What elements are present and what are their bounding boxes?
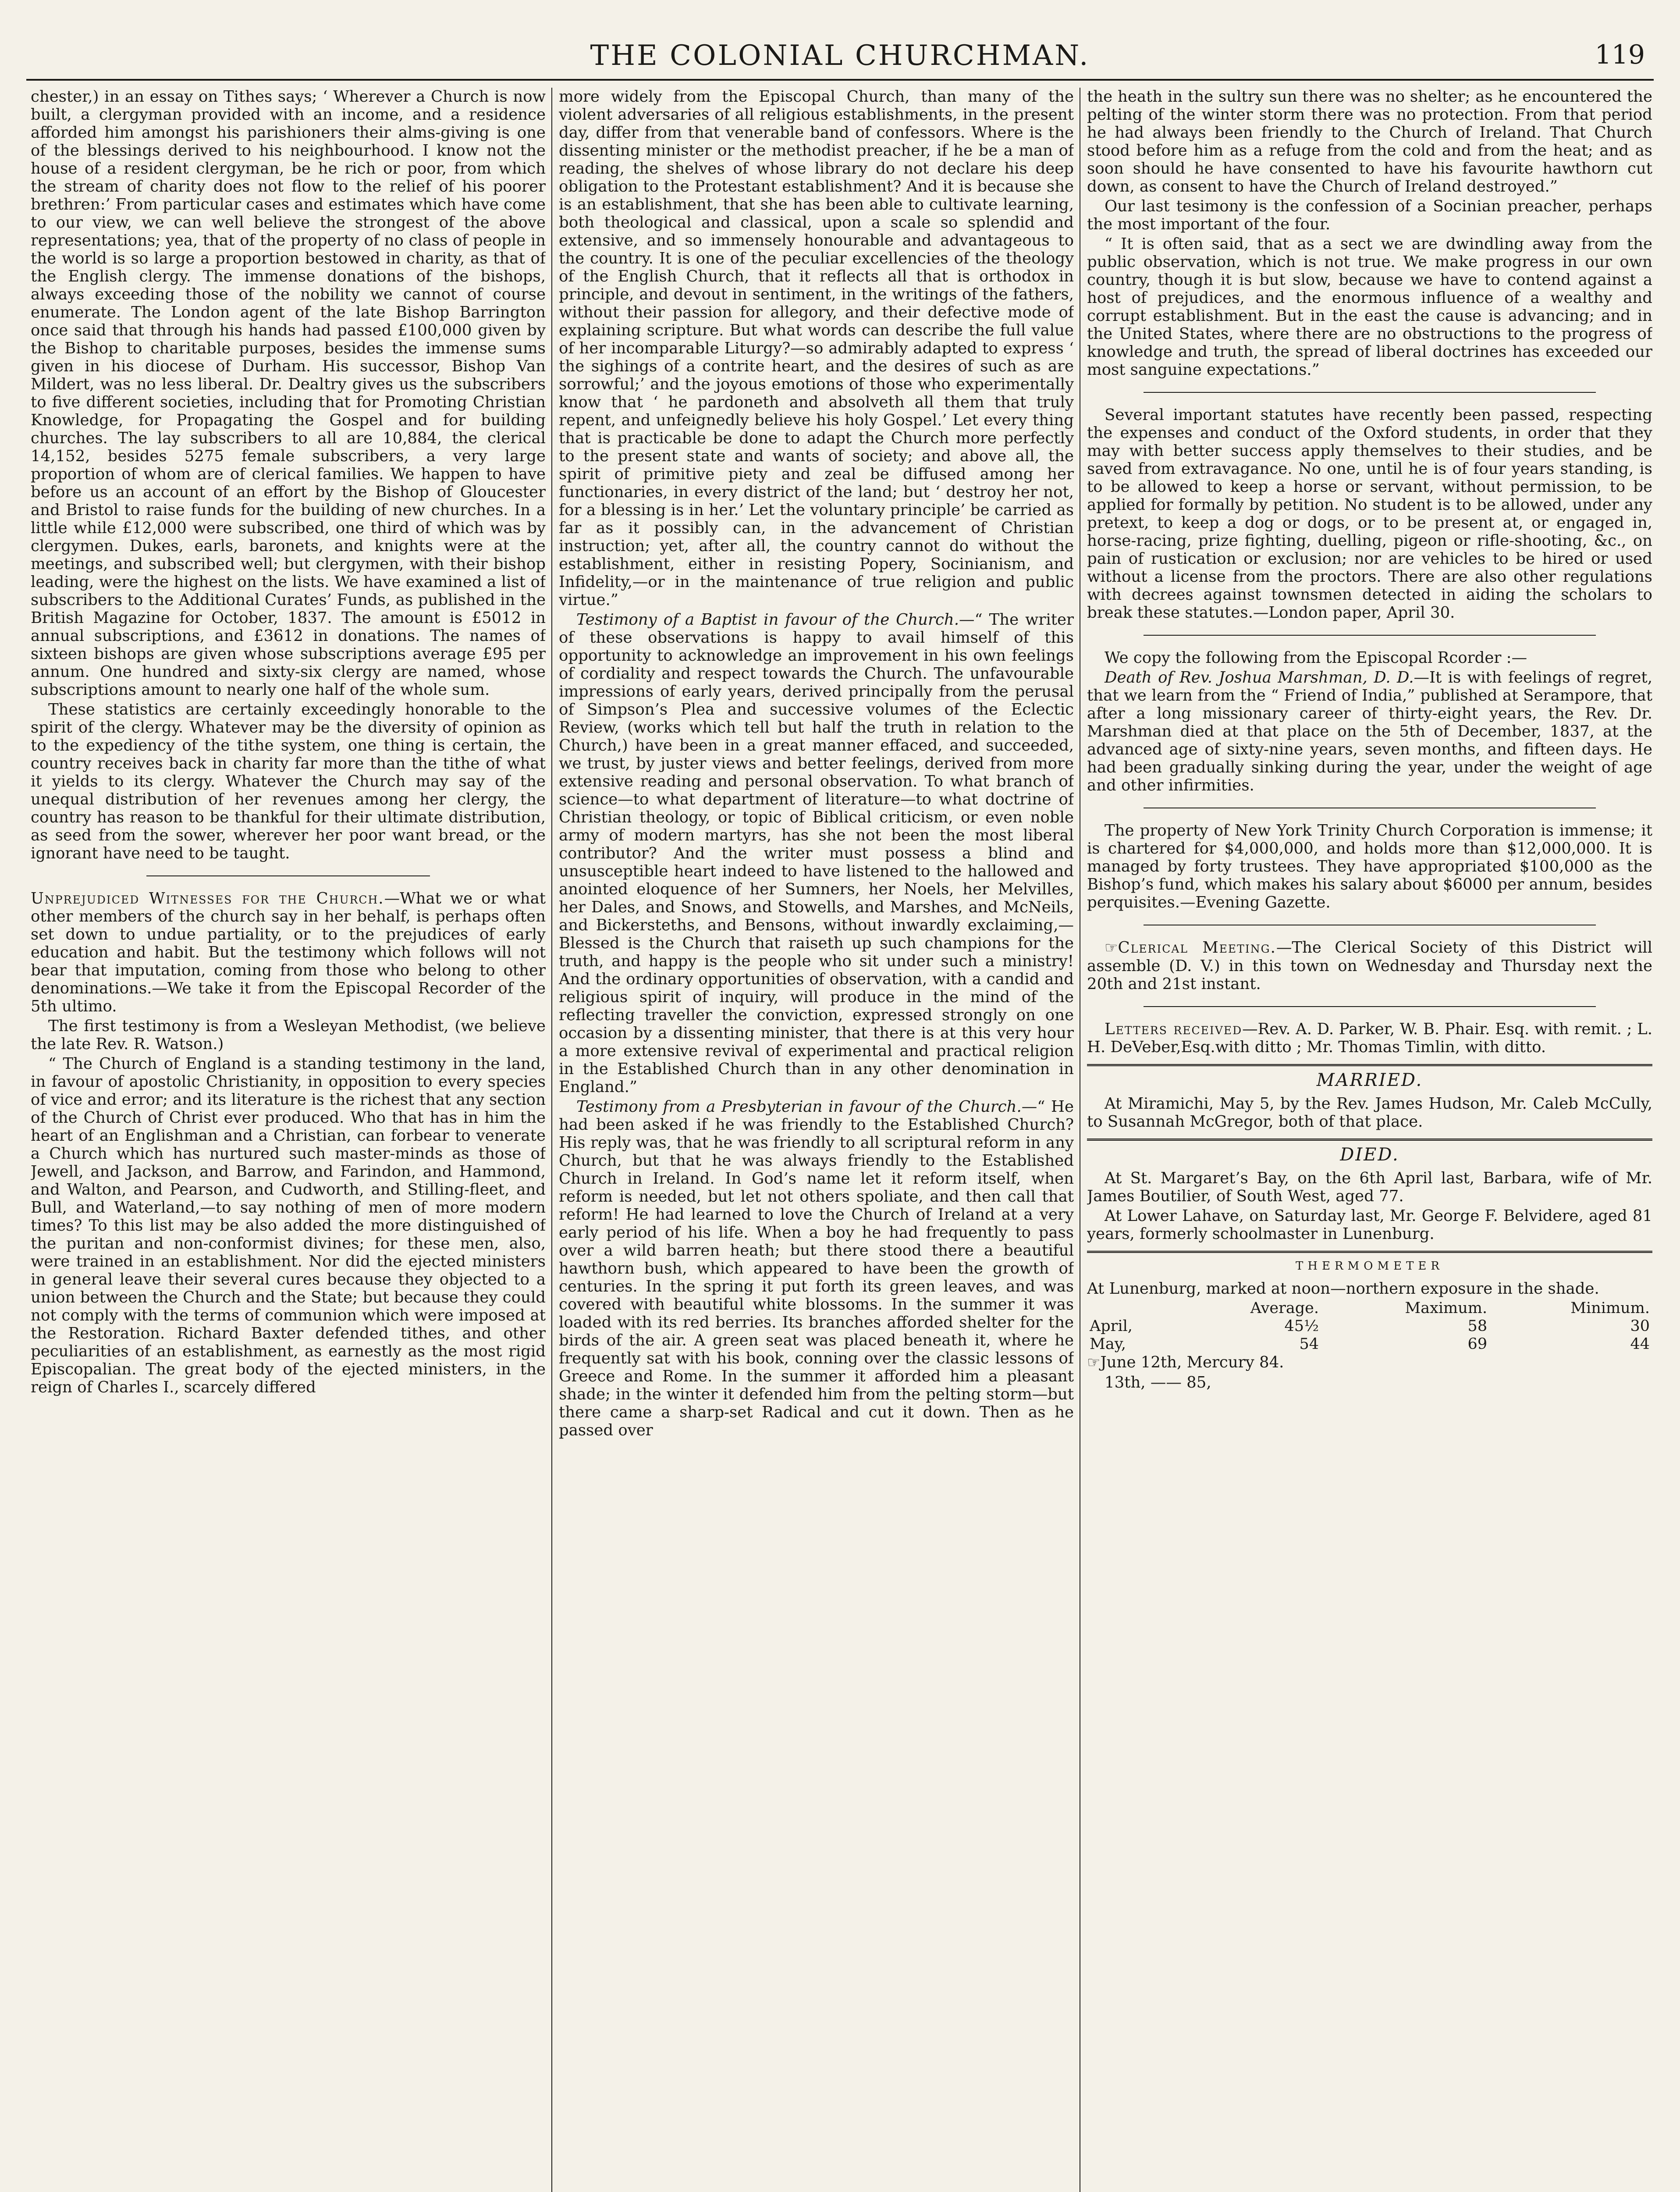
table-header: Average. xyxy=(1250,1299,1319,1317)
witnesses-heading: Unprejudiced Witnesses for the Church. xyxy=(31,890,384,907)
mercury-reading: ☞June 12th, Mercury 84. xyxy=(1087,1353,1284,1371)
statistics-paragraph: These statistics are certainly exceedingly honorable to the spirit of the clergy. Whatever may be the diversity of opinion as to the expediency of the tithe system, one thing is certain, the country receives back in charity far more than the tithe of what it yields to its clergy. Whatever the Church may say of the unequal distribution of her revenues among her clergy, the country has reason to be thankful for their ultimate distribution, as seed from the sower, wherever her poor want bread, or the ignorant have need to be taught. xyxy=(31,701,546,862)
table-cell: 54 xyxy=(1299,1335,1319,1353)
pointing-hand-icon: ☞ xyxy=(1105,939,1118,957)
pointing-hand-icon: ☞ xyxy=(1087,1354,1101,1371)
clerical-meeting: ☞Clerical Meeting.—The Clerical Society of this District will assemble (D. V.) in this town on Wednesday and Thursday next the 20th and 21st instant. xyxy=(1087,939,1652,993)
double-rule xyxy=(1087,1251,1652,1253)
double-rule xyxy=(1087,1064,1652,1066)
section-rule xyxy=(1144,635,1596,636)
baptist-heading: Testimony of a Baptist in favour of the Church. xyxy=(576,611,959,629)
tithes-paragraph: chester,) in an essay on Tithes says; ‘ Wherever a Church is now built, a clergyman provided with an income, and a residence afforded him amongst his parishioners their alms-giving is one of the blessings derived to his neighbourhood. I know not the house of a resident clergyman, be he rich or poor, from which the stream of charity does not flow to the relief of his poorer brethren:’ From particular cases and estimates which have come to our view, we can well believe the strongest of the above representations; yea, that of the property of no class of people in the world is so large a proportion bestowed in charity, as that of the English clergy. The immense donations of the bishops, always exceeding those of the nobility we cannot of course enumerate. The London agent of the late Bishop Barrington once said that through his hands had passed £100,000 given by the Bishop to charitable purposes, besides the immense sums given in his diocese of Durham. His successor, Bishop Van Mildert, was no less liberal. Dr. Dealtry gives us the subscribers to five different societies, including that for Promoting Christian Knowledge, for Propagating the Gospel and for building churches. The lay subscribers to all are 10,884, the clerical 14,152, besides 5275 female subscribers, a very large proportion of whom are of clerical families. We happen to have before us an account of an effort by the Bishop of Gloucester and Bristol to raise funds for the building of new churches. In a little while £12,000 were subscribed, one third of which was by clergymen. Dukes, earls, baronets, and knights were at the meetings, and subscribed well; but clergymen, with their bishop leading, were the highest on the lists. We have examined a list of subscribers to the Additional Curates’ Funds, as published in the British Magazine for October, 1837. The amount is £5012 in annual subscriptions, and £3612 in donations. The names of sixteen bishops are given whose subscriptions average £95 per annum. One hundred and sixty-six clergy are named, whose subscriptions amount to nearly one half of the whole sum. xyxy=(31,88,546,699)
thermometer-intro: At Lunenburg, marked at noon—northern exposure in the shade. xyxy=(1087,1280,1599,1298)
wesleyan-intro: The first testimony is from a Wesleyan Methodist, (we believe the late Rev. R. Watson.) xyxy=(31,1017,546,1053)
page-title: THE COLONIAL CHURCHMAN. xyxy=(590,39,1090,72)
oxford-statutes: Several important statutes have recently been passed, respecting the expenses and conduct of the Oxford students, in order that they may with better success apply themselves to their studies, and be saved from extravagance. No one, until he is of four years standing, is to be allowed to keep a horse or servant, without permission, to be applied for formally by petition. No student is to be allowed, under any pretext, to keep a dog or dogs, or to be present at, or engaged in, horse-racing, prize fighting, duelling, pigeon or rifle-shooting, &c., on pain of rustication or exclusion; nor are vehicles to be hired or used without a license from the proctors. There are also other regulations with decrees against townsmen detected in aiding the scholars to break these statutes.—London paper, April 30. xyxy=(1087,406,1652,622)
presbyterian-testimony: Testimony from a Presbyterian in favour of the Church.—“ He had been asked if he was friendly to the Established Church? His reply was, that he was friendly to all scriptural reform in any Church, but that he was always friendly to the Established Church in Ireland. In God’s name let it reform itself, when reform is needed, but let not others spoliate, and then call that reform! He had learned to love the Church of Ireland at a very early period of his life. When a boy he had frequently to pass over a wild barren heath; but there stood there a beautiful hawthorn bush, which appeared to have been the growth of centuries. In the spring it put forth its green leaves, and was covered with beautiful white blossoms. In the summer it was loaded with its red berries. Its branches afforded shelter for the birds of the air. A green seat was placed beneath it, where he frequently sat with his book, conning over the classic lessons of Greece and Rome. In the summer it afforded him a pleasant shade; in the winter it defended him from the pelting storm—but there came a sharp-set Radical and cut it down. Then as he passed over xyxy=(559,1098,1074,1439)
table-cell: 44 xyxy=(1630,1335,1650,1353)
married-heading: MARRIED. xyxy=(1316,1070,1423,1090)
thermometer-heading: THERMOMETER xyxy=(1295,1260,1444,1273)
table-header: Minimum. xyxy=(1570,1299,1650,1317)
table-header: Maximum. xyxy=(1405,1299,1488,1317)
died-heading: DIED. xyxy=(1340,1145,1399,1165)
trinity-church-notice: The property of New York Trinity Church Corporation is immense; it is chartered for $4,000,000, and holds more than $12,000,000. It is managed by forty trustees. They have appropriated $100,000 as the Bishop’s fund, which makes his salary about $6000 per annum, besides perquisites.—Evening Gazette. xyxy=(1087,822,1652,911)
socinian-testimony: “ It is often said, that as a sect we are dwindling away from the public observation, which is not true. We make progress in our own country, though it is but slow, because we have to contend against a host of prejudices, and the enormous influence of a wealthy and corrupt establishment. But in the east the cause is advancing; and in the United States, where there are no obstructions to the progress of knowledge and truth, the spread of liberal doctrines has exceeded our most sanguine expectations.” xyxy=(1087,235,1652,379)
died-notice: At Lower Lahave, on Saturday last, Mr. George F. Belvidere, aged 81 years, formerly schoolmaster in Lunenburg. xyxy=(1087,1207,1652,1243)
table-cell: May, xyxy=(1090,1335,1126,1353)
recorder-intro: We copy the following from the Episcopal Rcorder :— xyxy=(1105,649,1527,667)
table-cell: 69 xyxy=(1467,1335,1488,1353)
table-row xyxy=(1087,1317,1652,1335)
running-head xyxy=(26,31,1654,81)
presbyterian-heading: Testimony from a Presbyterian in favour of the Church. xyxy=(576,1098,1022,1116)
column-2 xyxy=(559,88,1074,2192)
marshman-notice: Death of Rev. Joshua Marshman, D. D.—It is with feelings of regret, that we learn from the “ Friend of India,” published at Serampore, that after a long missionary career of thirty-eight years, the Rev. Dr. Marshman died at that place on the 5th of December, 1837, at the advanced age of sixty-nine years, seven months, and fifteen days. He had been gradually sinking during the year, under the weight of age and other infirmities. xyxy=(1087,669,1652,794)
double-rule xyxy=(1087,1139,1652,1141)
mercury-reading: 13th, —— 85, xyxy=(1105,1374,1211,1391)
wesleyan-testimony-continued: more widely from the Episcopal Church, than many of the violent adversaries of all religious establishments, in the present day, differ from that venerable band of confessors. Where is the dissenting minister or the methodist preacher, if he be a man of reading, the shelves of whose library do not declare his deep obligation to the Protestant establishment? And it is because she is an establishment, that she has been able to cultivate learning, both theological and classical, upon a scale so splendid and extensive, and so immensely honourable and advantageous to the country. It is one of the peculiar excellencies of the theology of the English Church, that it reflects all that is orthodox in principle, and devout in sentiment, in the writings of the fathers, without their passion for allegory, and their defective mode of explaining scripture. But what words can describe the full value of her incomparable Liturgy?—so admirably adapted to express ‘ the sighings of a contrite heart, and the desires of such as are sorrowful;’ and the joyous emotions of those who experimentally know that ‘ he pardoneth and absolveth all them that truly repent, and unfeignedly believe his holy Gospel.’ Let every thing that is practicable be done to adapt the Church more perfectly to the present state and wants of society; and above all, the spirit of primitive piety and zeal be diffused among her functionaries, in every district of the land; but ‘ destroy her not, for a blessing is in her.’ Let the voluntary principle’ be carried as far as it possibly can, in the advancement of Christian instruction; yet, after all, the country cannot do without the establishment, either in resisting Popery, Socinianism, and Infidelity,—or in the maintenance of true religion and public virtue.” xyxy=(559,88,1074,609)
column-3 xyxy=(1087,88,1652,2192)
marshman-heading: Death of Rev. Joshua Marshman, D. D. xyxy=(1105,669,1414,687)
section-rule xyxy=(146,875,430,876)
married-notice: At Miramichi, May 5, by the Rev. James Hudson, Mr. Caleb McCully, to Susannah McGregor, both of that place. xyxy=(1087,1095,1652,1131)
baptist-testimony: Testimony of a Baptist in favour of the Church.—“ The writer of these observations is happy to avail himself of this opportunity to acknowledge an improvement in his own feelings of cordiality and respect towards the Church. The unfavourable impressions of early years, derived principally from the perusal of Simpson’s Plea and successive volumes of the Eclectic Review, (works which tell but half the truth in relation to the Church,) have been in a great manner effaced, and succeeded, we trust, by juster views and better feelings, derived from more extensive reading and personal observation. To what branch of science—to what department of literature—to what doctrine of Christian theology, or topic of Biblical criticism, or even noble army of modern martyrs, has she not been the most liberal contributor? And the writer must possess a blind and unsusceptible heart indeed to have listened to the hallowed and anointed eloquence of her Sumners, her Noels, her Melvilles, her Dales, and Snows, and Stowells, and Marshes, and McNeils, and Bickersteths, and Bensons, without inwardly exclaiming,—Blessed is the Church that raiseth up such champions for the truth, and happy is the people who sit under such a ministry! And the ordinary opportunities of observation, with a candid and religious spirit of inquiry, will produce in the mind of the reflecting traveller the conviction, expressed strongly on one occasion by a dissenting minister, that there is at this very hour a more extensive revival of experimental and practical religion in the Established Church than in any other denomination in England.” xyxy=(559,611,1074,1096)
socinian-intro: Our last tesimony is the confession of a Socinian preacher, perhaps the most important of the four. xyxy=(1087,197,1652,233)
table-cell: 58 xyxy=(1467,1317,1488,1335)
clerical-heading: Clerical Meeting. xyxy=(1118,939,1276,957)
table-row xyxy=(1087,1335,1652,1353)
letters-received: Letters received—Rev. A. D. Parker, W. B. Phair. Esq. with remit. ; L. H. DeVeber,Esq.with ditto ; Mr. Thomas Timlin, with ditto. xyxy=(1087,1020,1652,1056)
witnesses-paragraph: Unprejudiced Witnesses for the Church.—What we or what other members of the church say in her behalf, is perhaps often set down to undue partiality, or to the prejudices of early education and habit. But the testimony which follows will not bear that imputation, coming from those who belong to other denominations.—We take it from the Episcopal Recorder of the 5th ultimo. xyxy=(31,890,546,1015)
table-cell: 30 xyxy=(1630,1317,1650,1335)
table-row xyxy=(1087,1299,1652,1317)
section-rule xyxy=(1144,392,1596,393)
died-notice: At St. Margaret’s Bay, on the 6th April last, Barbara, wife of Mr. James Boutilier, of South West, aged 77. xyxy=(1087,1169,1652,1205)
page-number: 119 xyxy=(1595,39,1645,70)
letters-heading: Letters received xyxy=(1105,1020,1243,1038)
table-cell: April, xyxy=(1090,1317,1133,1335)
presbyterian-continued: the heath in the sultry sun there was no shelter; as he encountered the pelting of the winter storm there was no protection. From that period he had always been friendly to the Church of Ireland. That Church stood before him as a refuge from the cold and from the heat; and as soon should he have consented to have his favourite hawthorn cut down, as consent to have the Church of Ireland destroyed.” xyxy=(1087,88,1652,196)
section-rule xyxy=(1144,1006,1596,1007)
column-rule xyxy=(551,88,552,2192)
thermometer-table xyxy=(1087,1299,1652,1353)
wesleyan-testimony: “ The Church of England is a standing testimony in the land, in favour of apostolic Christianity, in opposition to every species of vice and error; and its literature is the richest that any section of the Church of Christ ever produced. Who that has in him the heart of an Englishman and a Christian, can forbear to venerate a Church which has nurtured such master-minds as those of Jewell, and Jackson, and Barrow, and Farindon, and Hammond, and Walton, and Pearson, and Cudworth, and Stilling-fleet, and Bull, and Waterland,—to say nothing of men of more modern times? To this list may be also added the more distinguished of the puritan and non-conformist divines; for these men, also, were trained in an establishment. Nor did the ejected ministers in general leave their several cures because they objected to a union between the Church and the State; but because they could not comply with the terms of communion which were imposed at the Restoration. Richard Baxter defended tithes, and other peculiarities of an establishment, as earnestly as the most rigid Episcopalian. The great body of the ejected ministers, in the reign of Charles I., scarcely differed xyxy=(31,1055,546,1396)
table-cell: 45½ xyxy=(1284,1317,1319,1335)
column-1 xyxy=(31,88,546,2192)
